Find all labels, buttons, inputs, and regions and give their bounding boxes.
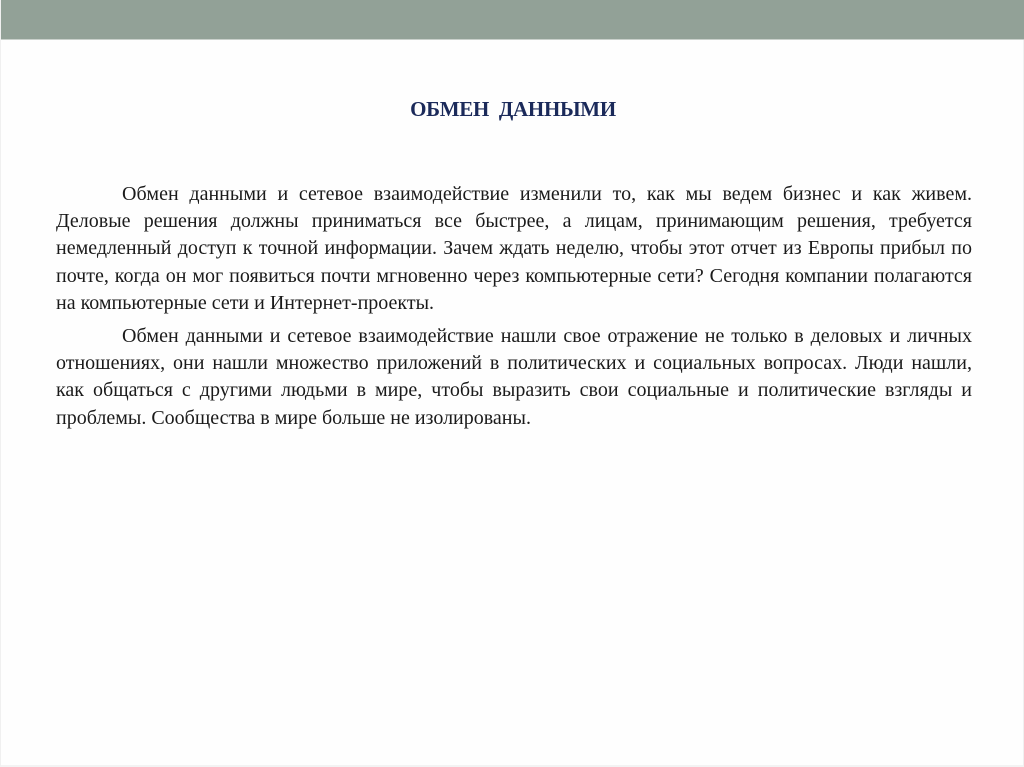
paragraph-2: Обмен данными и сетевое взаимодействие нашли свое отражение не только в деловых и личных отношениях, они нашли множество приложений в политических и социальных вопросах. Люди нашли, как общаться с другими людьми в мире, чтобы выразить свои социальные и политические взгляды и проблемы. Сообщества в мире больше не изолированы. bbox=[56, 325, 972, 429]
header-band bbox=[1, 0, 1024, 40]
paragraph-1: Обмен данными и сетевое взаимодействие изменили то, как мы ведем бизнес и как живем. Деловые решения должны приниматься все быстрее, а лицам, принимающим решения, требуется немедленный доступ к точной информации. Зачем ждать неделю, чтобы этот отчет из Европы прибыл по почте, когда он мог появиться почти мгновенно через компьютерные сети? Сегодня компании полагаются на компьютерные сети и Интернет-проекты. bbox=[56, 183, 972, 314]
slide-body bbox=[56, 181, 972, 438]
slide-title: ОБМЕН ДАННЫМИ bbox=[410, 97, 616, 121]
